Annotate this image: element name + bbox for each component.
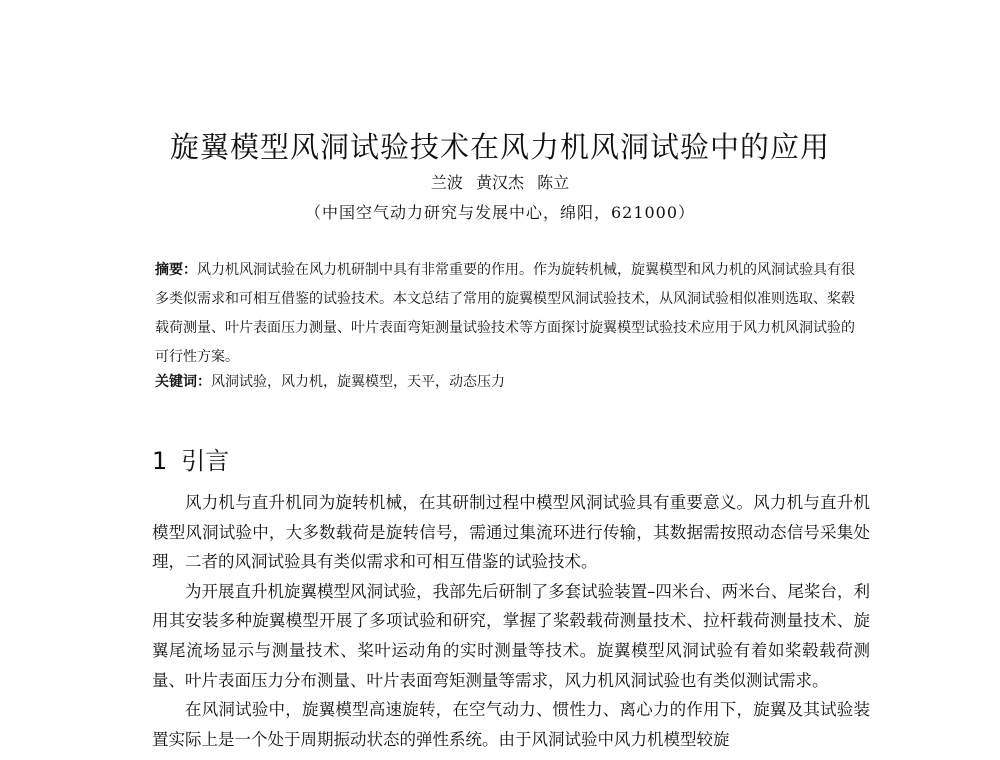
abstract-label: 摘要： <box>155 262 197 278</box>
paper-affiliation: （中国空气动力研究与发展中心，绵阳，621000） <box>304 203 696 222</box>
paper-title: 旋翼模型风洞试验技术在风力机风洞试验中的应用 <box>169 130 830 164</box>
section-heading <box>152 441 229 476</box>
abstract-text: 风力机风洞试验在风力机研制中具有非常重要的作用。作为旋转机械，旋翼模型和风力机的风洞试验具有很多类似需求和可相互借鉴的试验技术。本文总结了常用的旋翼模型风洞试验技术，从风洞试验相似准则选取、桨毂载荷测量、叶片表面压力测量、叶片表面弯矩测量试验技术等方面探讨旋翼模型试验技术应用于风力机风洞试验的可行性方案。 <box>155 262 855 365</box>
section-number: 1 <box>152 447 168 475</box>
keywords-label: 关键词： <box>155 374 211 390</box>
keywords-block <box>155 372 855 392</box>
paragraph: 风力机与直升机同为旋转机械，在其研制过程中模型风洞试验具有重要意义。风力机与直升机模型风洞试验中，大多数载荷是旋转信号，需通过集流环进行传输，其数据需按照动态信号采集处理，二者的风洞试验具有类似需求和可相互借鉴的试验技术。 <box>152 493 870 572</box>
keywords-text: 风洞试验，风力机，旋翼模型，天平，动态压力 <box>211 374 505 390</box>
paragraph: 为开展直升机旋翼模型风洞试验，我部先后研制了多套试验装置–四米台、两米台、尾桨台，利用其安装多种旋翼模型开展了多项试验和研究，掌握了桨毂载荷测量技术、拉杆载荷测量技术、旋翼尾流场显示与测量技术、桨叶运动角的实时测量等技术。旋翼模型风洞试验有着如桨毂载荷测量、叶片表面压力分布测量、叶片表面弯矩测量等需求，风力机风洞试验也有类似测试需求。 <box>152 581 870 690</box>
body-text <box>152 488 870 754</box>
abstract-block <box>155 256 855 372</box>
paragraph: 在风洞试验中，旋翼模型高速旋转，在空气动力、惯性力、离心力的作用下，旋翼及其试验装置实际上是一个处于周期振动状态的弹性系统。由于风洞试验中风力机模型较旋 <box>152 700 870 749</box>
paper-authors: 兰波 黄汉杰 陈立 <box>430 173 570 192</box>
section-title: 引言 <box>181 447 230 475</box>
